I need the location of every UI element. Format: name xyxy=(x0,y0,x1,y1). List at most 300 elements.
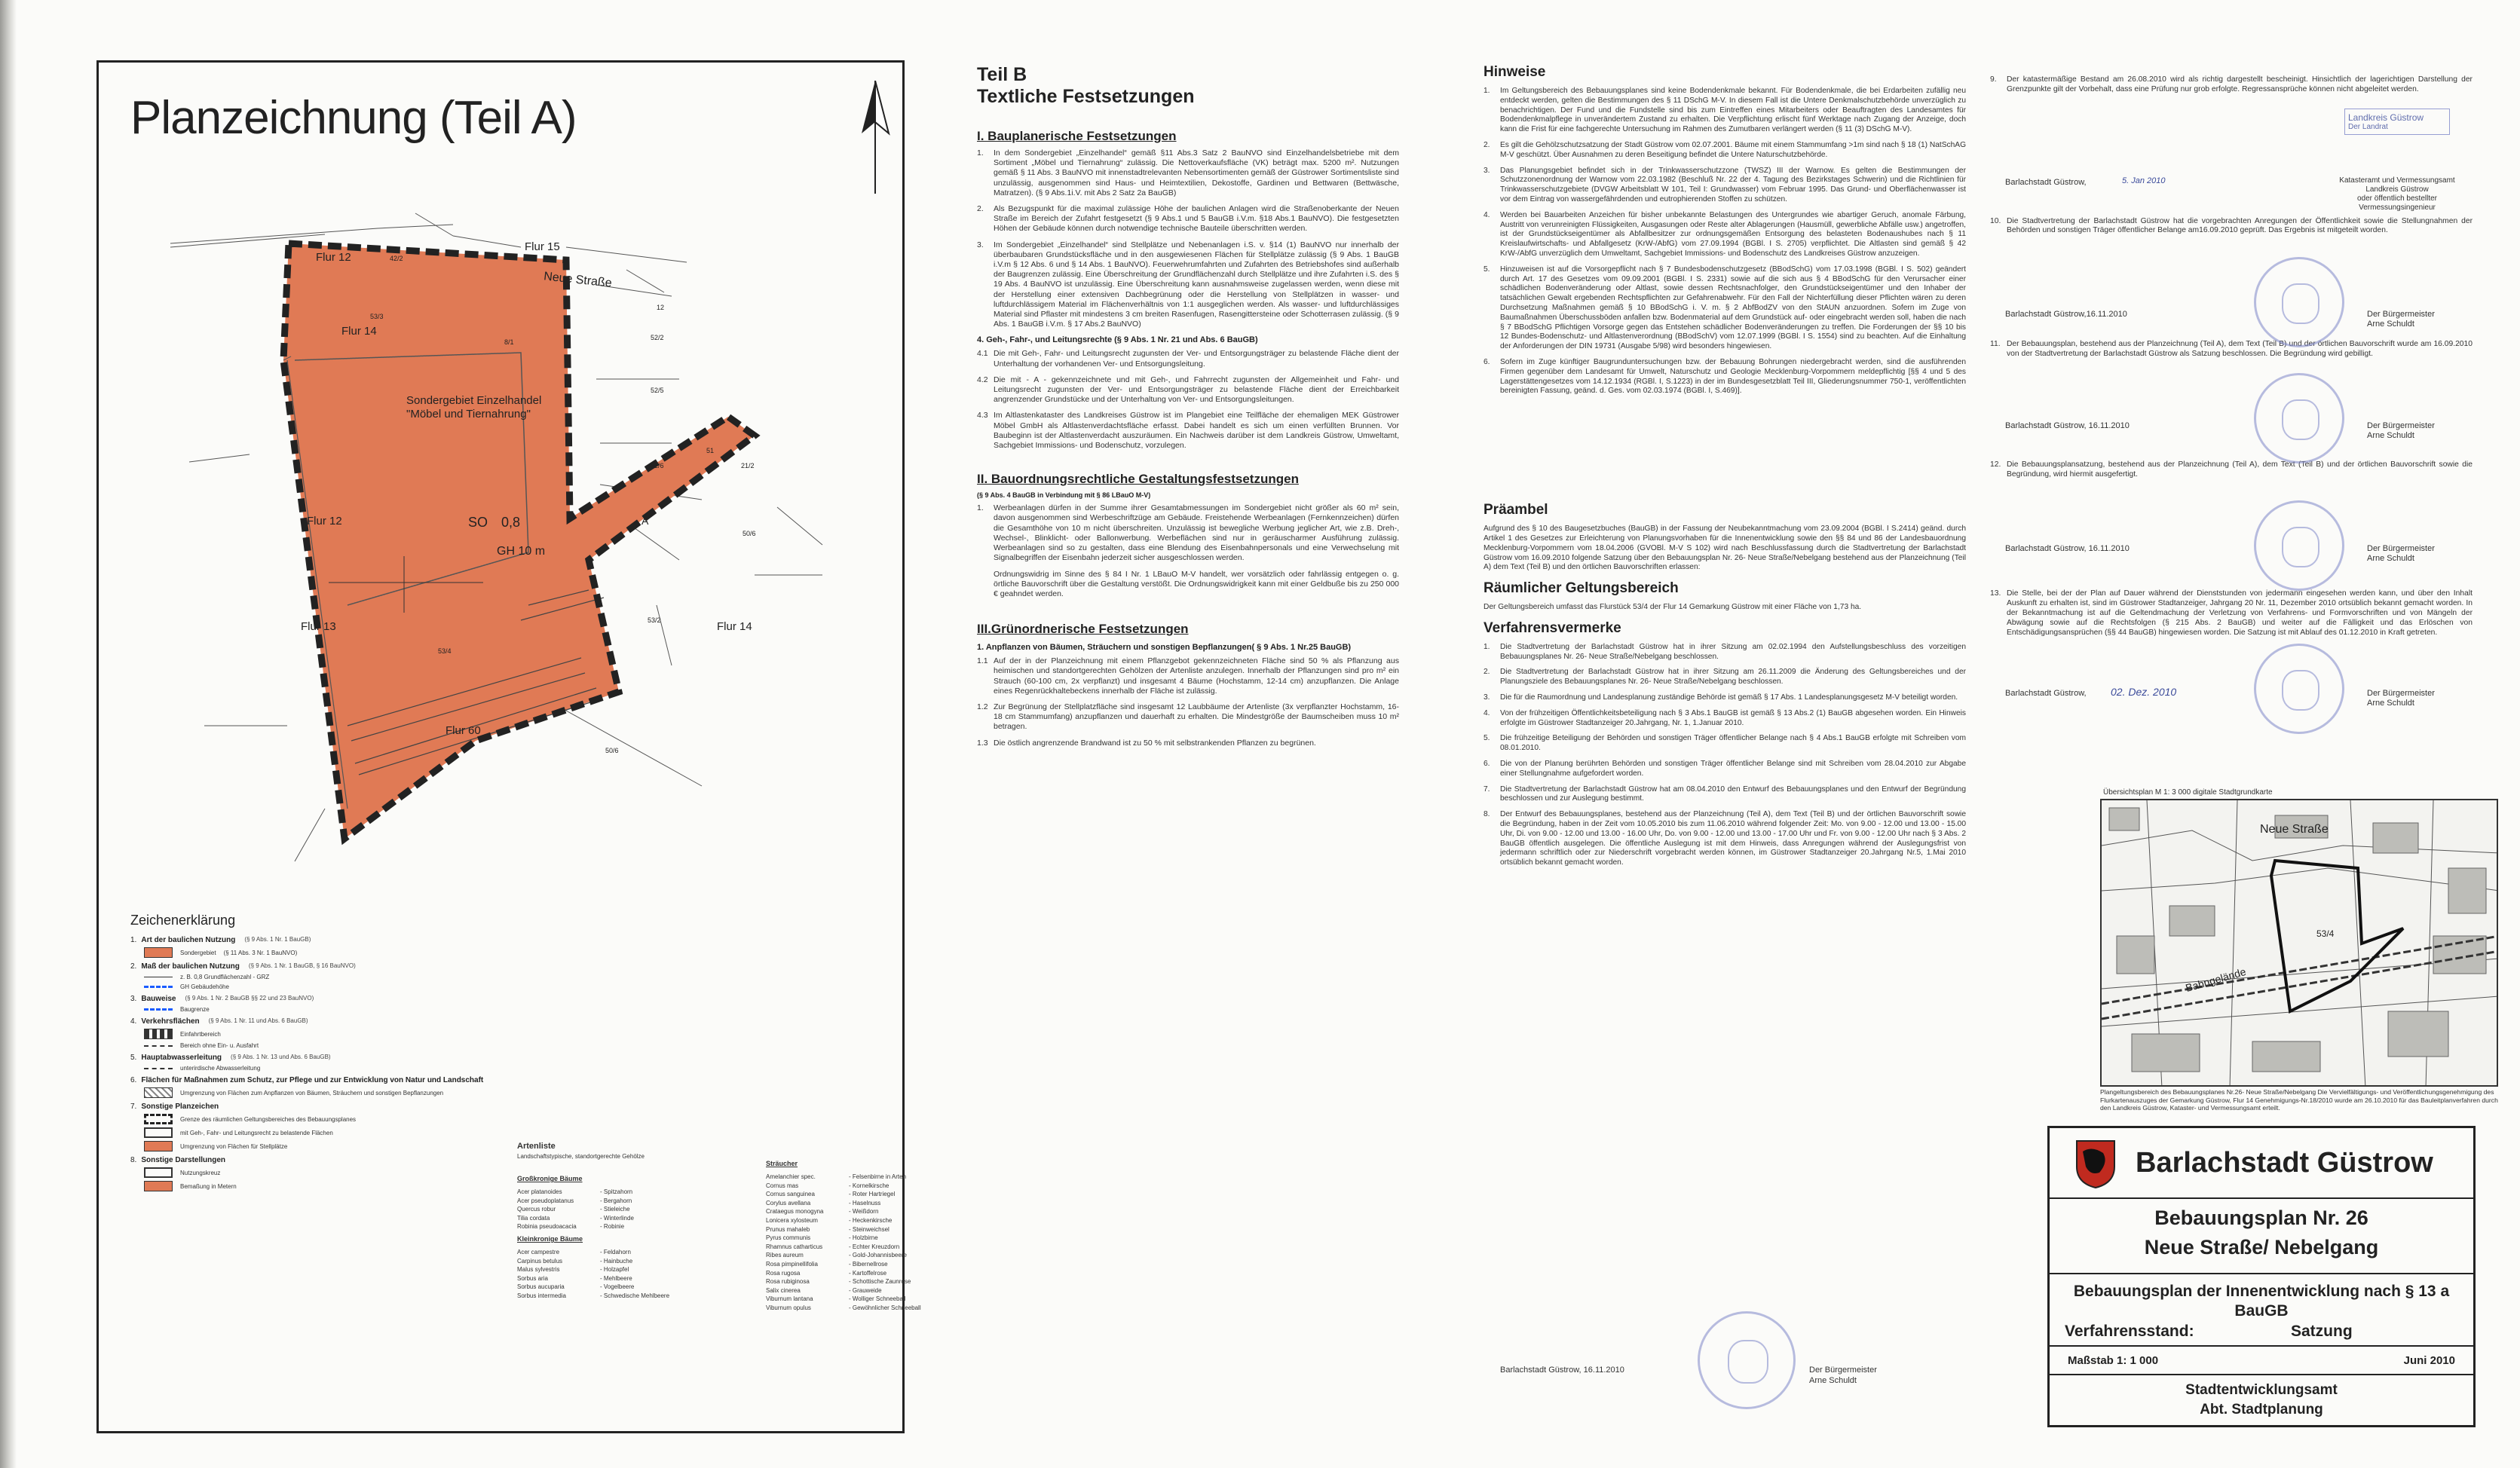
parcel-number: 51 xyxy=(706,447,715,454)
title-block xyxy=(2047,1126,2476,1427)
paragraph-number xyxy=(977,570,994,600)
legend-label: Sondergebiet xyxy=(180,949,216,956)
legend-row xyxy=(144,974,553,980)
paragraph-text: Sofern im Zuge künftiger Baugrunduntersuchungen bzw. der Bebauung Bohrungen niedergebracht werden, sind die ausführenden Firmen gegenüber dem Landesamt für Umwelt, Naturschutz und Geologie Mecklenburg-Vorpommern meldepflichtig [§§ 4 und 5 des Lagerstättengesetzes vom 14.12.1934 (RGBl. I, S.1223) in der im Bundesgesetzblatt Teil III, Gliederungsnummer 750-1, veröffentlichten bereinigten Fassung, geänd. d. Ges. vom 02.03.1974 (BGBl. I, S.469)]. xyxy=(1500,357,1966,396)
species-row xyxy=(766,1261,992,1270)
species-row xyxy=(517,1258,743,1267)
parcel-number: 52/2 xyxy=(651,334,664,341)
species-german: - Bibernellrose xyxy=(849,1260,888,1268)
kataster-place: Barlachstadt Güstrow, xyxy=(2005,177,2087,187)
legend-section-name: Sonstige Planzeichen xyxy=(141,1103,219,1111)
paragraph xyxy=(1484,760,1966,779)
artenliste-straucher-title: Sträucher xyxy=(766,1160,798,1167)
legend-label: Nutzungskreuz xyxy=(180,1169,221,1176)
species-row xyxy=(517,1223,743,1232)
legend-row xyxy=(144,1141,553,1151)
kataster-role xyxy=(2322,176,2473,213)
species-row xyxy=(766,1234,992,1243)
paragraph xyxy=(1484,167,1966,205)
species-german: - Weißdorn xyxy=(849,1208,879,1216)
species-row xyxy=(766,1252,992,1261)
paragraph xyxy=(1484,265,1966,352)
city-name: Barlachstadt Güstrow xyxy=(2136,1146,2433,1179)
planzeichnung-frame xyxy=(96,60,921,1433)
species-latin: Crataegus monogyna xyxy=(766,1208,824,1216)
paragraph-number: 6. xyxy=(1484,357,1490,366)
parcel-number: 8/1 xyxy=(504,338,514,346)
city-seal-icon xyxy=(2254,500,2344,591)
legend-row xyxy=(144,1006,553,1013)
species-german: - Heckenkirsche xyxy=(849,1216,893,1224)
species-latin: Acer pseudoplatanus xyxy=(517,1197,574,1204)
legend-section-name: Flächen für Maßnahmen zum Schutz, zur Pflege und zur Entwicklung von Natur und Landschaft xyxy=(141,1076,484,1084)
parcel-number: 12 xyxy=(657,304,665,311)
paragraph-number: 1. xyxy=(977,148,984,158)
signature-name: Arne Schuldt xyxy=(2367,320,2414,329)
paragraph xyxy=(977,656,1399,696)
parcel-number: 53/3 xyxy=(370,313,384,320)
paragraph-text: Die Stadtvertretung der Barlachstadt Güstrow hat am 08.04.2010 den Entwurf des Bebauungsplanes und den Entwurf der Begründung beschlossen und zur Auslegung bestimmt. xyxy=(1500,784,1966,803)
paragraph-text: Zur Begrünung der Stellplatzfläche sind insgesamt 12 Laubbäume der Artenliste (3x verpflanzter Hochstamm, 16-18 cm Stammumfang) anzupflanzen und dauerhaft zu erhalten. Die Mindestgröße der Baumscheiben muss 10 m² betragen. xyxy=(994,702,1399,732)
legend-label: mit Geh-, Fahr- und Leitungsrecht zu belastende Flächen xyxy=(180,1129,333,1136)
easement-letter: A xyxy=(641,515,649,527)
paragraph-number: 4.2 xyxy=(977,375,988,384)
legend-section-number: 3. xyxy=(130,995,137,1003)
paragraph-text: Von der frühzeitigen Öffentlichkeitsbeteiligung nach § 3 Abs.1 BauGB ist gemäß § 13 Abs.2 (1) BauGB abgesehen worden. Ein Hinweis erfolgte im Güstrower Stadtanzeiger 20.Jahrgang, Nr. 1, 1.Januar 2010. xyxy=(1500,708,1966,727)
paragraph xyxy=(977,411,1399,451)
species-latin: Sorbus aucuparia xyxy=(517,1283,565,1291)
stand-value: Satzung xyxy=(2291,1323,2353,1340)
species-row xyxy=(766,1287,992,1296)
species-latin: Robinia pseudoacacia xyxy=(517,1223,577,1231)
species-latin: Pyrus communis xyxy=(766,1234,811,1242)
legend-section-number: 1. xyxy=(130,936,137,944)
species-german: - Echter Kreuzdorn xyxy=(849,1243,900,1250)
species-german: - Gold-Johannisbeere xyxy=(849,1252,907,1259)
kataster-role-line: oder öffentlich bestellter Vermessungsingenieur xyxy=(2357,194,2437,212)
species-latin: Sorbus intermedia xyxy=(517,1292,566,1299)
species-german: - Stieleiche xyxy=(600,1206,630,1213)
paragraph-number: 9. xyxy=(1990,75,1997,84)
parcel-number: 21/2 xyxy=(741,462,755,469)
legend-swatch xyxy=(144,1045,173,1047)
paragraph-text: Im Sondergebiet „Einzelhandel“ sind Stellplätze und Nebenanlagen i.S. v. §14 (1) BauNVO nur innerhalb der überbaubaren Grundstücksfläche und in den ausgewiesenen Flächen für Stellplätze zulässig (§ 9 Abs. 1 BauGB i.V.m § 12 Abs. 6 und § 14 Abs. 1 BauNVO). Feuerwehrumfahrten und Zufahrten des Betriebshofes sind außerhalb der Baugrenzen zulässig. Eine Überschreitung der Grundflächenzahl durch Stellplätze und ihre Zufahrten i.S. des § 19 Abs. 4 BauNVO ist unzulässig. Eine Überschreitung kann ausnahmsweise zugelassen werden, wenn diese mit der Herstellung einer extensiven Dachbegrünung oder die Herstellung von Stellplätzen in wasser- und luftdurchlässigem Material im Flächenverhältnis von 1:1 ausgeglichen werden. Als wasser- und luftdurchlässiges Material sind Pflaster mit mindestens 3 cm breiten Rasenfugen, Rasengittersteine oder Schotterrasen zulässig. (§ 9 Abs. 1 BauGB i.V.m. § 17 Abs.2 BauNVO) xyxy=(994,240,1399,329)
species-latin: Rosa rubiginosa xyxy=(766,1278,810,1286)
legend-section-ref: (§ 9 Abs. 1 Nr. 13 und Abs. 6 BauGB) xyxy=(231,1054,331,1060)
legend-swatch xyxy=(144,986,173,988)
species-latin: Ribes aureum xyxy=(766,1252,804,1259)
hinweise-column xyxy=(1484,64,1966,874)
paragraph-text: Die mit - A - gekennzeichnete und mit Geh-, und Fahrrecht zugunsten der Allgemeinheit und Fahr- und Leitungsrecht zugunsten der Ver- und Entsorgungsträger zu belastende Fläche dient der Erreichbarkeit angrenzender Grundstücke und der Unterhaltung von Ver- und Entsorgungsleitungen. xyxy=(994,375,1399,405)
legend-swatch xyxy=(144,1167,173,1178)
landkreis-stamp-sub: Der Landrat xyxy=(2348,122,2388,131)
overview-title: Übersichtsplan M 1: 3 000 digitale Stadtgrundkarte xyxy=(2103,788,2273,797)
section-title: II. Bauordnungsrechtliche Gestaltungsfestsetzungen xyxy=(977,472,1299,487)
kataster-date: 5. Jan 2010 xyxy=(2122,176,2166,185)
species-german: - Kornelkirsche xyxy=(849,1182,890,1189)
species-german: - Winterlinde xyxy=(600,1214,634,1222)
paragraph-number: 3. xyxy=(977,240,984,249)
paragraph-text: Hinzuweisen ist auf die Vorsorgepflicht nach § 7 Bundesbodenschutzgesetz (BBodSchG) vom 17.03.1998 (BGBl. I S. 502) geändert durch Art. 17 des Gesetzes vom 09.09.2001 (BGBl. I S. 2331) sowie auf die sich aus § 4 BBodSchG für den Verursacher einer schädlichen Bodenveränderung oder Altlast, sowie dessen Rechtsnachfolger, den Grundstückseigentümer und den Inhaber der tatsächlichen Gewalt ergebenden Rechtspflichten zur Gefahrenabwehr. Für den Fall der Nichterfüllung dieser Pflichten wären zu deren Durchsetzung Maßnahmen gemäß § 10 BBodSchG i. V. m. § 2 AbfBodZV von den StAUN anzuordnen. Sofern im Zuge von Baumaßnahmen Überschussböden anfallen bzw. Bodenmaterial auf dem Grundstück auf- oder eingebracht werden soll, haben die nach § 7 BBodSchG Pflichtigen Vorsorge gegen das Entstehen schädlicher Bodenveränderungen zu treffen. Die Forderungen der §§ 10 bis 12 Bundes-Bodenschutz- und Altlastenverordnung (BBodSchV) vom 12.07.1999 (BGBl. I S. 1554) sind zu beachten. Auf die Einhaltung der Anforderungen der DIN 19731 (Ausgabe 5/98) wird besonders hingewiesen. xyxy=(1500,265,1966,351)
legend-label: GH Gebäudehöhe xyxy=(180,983,229,990)
species-row xyxy=(766,1191,992,1200)
legend-label: Grenze des räumlichen Geltungsbereiches des Bebauungsplanes xyxy=(180,1115,357,1123)
legend-row xyxy=(144,1167,553,1178)
flur-label: Flur 15 xyxy=(525,240,560,253)
paragraph xyxy=(977,739,1399,748)
paragraph-number: 4. xyxy=(1484,210,1490,219)
paragraph xyxy=(977,375,1399,405)
legend-swatch xyxy=(144,1114,173,1124)
paragraph-text: Werbeanlagen dürfen in der Summe ihrer Gesamtabmessungen im Sondergebiet nicht größer als 60 m² sein, davon ausgenommen sind Werbeschriftzüge am Gebäude. Freistehende Werbeanlagen (Fernkennzeichen) dürfen die Gesamthöhe von 10 m nicht überschreiten. Unzulässig ist bewegliche Werbung jeglicher Art, wie z.B. Dreh-, Wechsel-, Blinklicht- oder Ballonwerbung. Werbeflächen sind nur in geräuscharmer Ausführung zulässig. Werbeanlagen sind so zu gestalten, dass eine Blendung des Eisenbahnpersonals und eine Verwechselung mit Signalbegriffen der Eisenbahn jederzeit sicher ausgeschlossen werden. xyxy=(994,503,1399,563)
signature-role: Der Bürgermeister xyxy=(2367,310,2435,320)
paragraph-number: 3. xyxy=(1484,166,1490,175)
legend-swatch xyxy=(144,1181,173,1191)
paragraph xyxy=(977,349,1399,369)
species-row xyxy=(766,1208,992,1217)
legend-row xyxy=(144,1181,553,1191)
legend-section-name: Hauptabwasserleitung xyxy=(141,1054,222,1062)
teil-b-title: Teil B xyxy=(977,64,1027,85)
legend-row xyxy=(144,983,553,990)
parcel-number: 50/6 xyxy=(605,747,619,754)
paragraph-text: Der katastermäßige Bestand am 26.08.2010 wird als richtig dargestellt bescheinigt. Hinsichtlich der lagerichtigen Darstellung der Grenzpunkte gilt der Vorbehalt, dass eine Prüfung nur grob erfolgte. Regressansprüche können nicht abgeleitet werden. xyxy=(2007,75,2473,93)
overview-parcel: 53/4 xyxy=(2316,928,2335,939)
paragraph xyxy=(1990,460,2473,480)
legend-section-ref: (§ 9 Abs. 1 Nr. 1 BauGB) xyxy=(244,936,311,943)
legend-section-ref: (§ 9 Abs. 1 Nr. 11 und Abs. 6 BauGB) xyxy=(208,1017,308,1024)
species-row xyxy=(517,1249,743,1258)
scale: Maßstab 1: 1 000 xyxy=(2068,1353,2159,1367)
paragraph-text: Im Geltungsbereich des Bebauungsplanes sind keine Bodendenkmale bekannt. Für Bodendenkmale, die bei Erdarbeiten zufällig neu entdeckt werden, gelten die Bestimmungen des § 11 DSchG M-V. In diesem Fall ist die Untere Denkmalschutzbehörde unverzüglich zu benachrichtigen. Der Fund und die Fundstelle sind bis zum Eintreffen eines Mitarbeiters oder Beauftragten des Landesamtes für Bodendenkmalpflege in unverändertem Zustand zu erhalten. Die Verpflichtung erlischt fünf Werktage nach Zugang der Anzeige, doch kann die Frist für eine fachgerechte Untersuchung im Rahmen des Zumutbaren verlängert werden (§ 11 (3) DSchG M-V). xyxy=(1500,87,1966,134)
paragraph-text: In dem Sondergebiet „Einzelhandel“ gemäß §11 Abs.3 Satz 2 BauNVO sind Einzelhandelsbetriebe mit dem Sortiment „Möbel und Tiernahrung“ zulässig. Die Nettoverkaufsfläche (VK) beträgt max. 5200 m². Nutzungen gemäß § 11 Abs. 3 BauNVO mit innenstadtrelevanten Nebensortimenten gemäß der Güstrower Sortimentsliste sind unzulässig, ausgenommen sind Haus- und Heimtextilien, Dekostoffe, Gardinen und Bettwaren (Bettwäsche, Matratzen). (§ 9 Abs.1i.V. mit Abs 2 Satz 2a BauGB) xyxy=(994,148,1399,197)
signature-date: 02. Dez. 2010 xyxy=(2111,686,2177,699)
praambel-title: Präambel xyxy=(1484,502,1548,518)
species-row xyxy=(766,1243,992,1252)
paragraph xyxy=(1484,668,1966,687)
species-german: - Robinie xyxy=(600,1223,625,1231)
signature-role: Der Bürgermeister xyxy=(1809,1366,1877,1375)
legend-swatch xyxy=(144,977,173,978)
legend-row xyxy=(144,1065,553,1072)
legend-label: z. B. 0,8 Grundflächenzahl - GRZ xyxy=(180,974,270,980)
paragraph xyxy=(1484,87,1966,135)
species-row xyxy=(517,1283,743,1292)
species-latin: Cornus sanguinea xyxy=(766,1191,815,1198)
vermerke-column xyxy=(1990,75,2473,734)
paragraph-number: 1. xyxy=(977,503,984,513)
species-row xyxy=(766,1182,992,1191)
paragraph-text: Die Stadtvertretung der Barlachstadt Güstrow hat die vorgebrachten Anregungen der Öffentlichkeit sowie die Stellungnahmen der Behörden und sonstigen Träger öffentlicher Belange am16.09.2010 geprüft. Das Ergebnis ist mitgeteilt worden. xyxy=(2007,216,2473,235)
paragraph-text: Auf der in der Planzeichnung mit einem Pflanzgebot gekennzeichneten Fläche sind 50 % als Pflanzung aus heimischen und standortgerechten Gehölzen der Artenliste anzulegen. Innerhalb der Pflanzungen sind pro m² ein Strauch (60-100 cm, 2x verpflanzt) und insgesamt 4 Bäume (Hochstamm, 12-14 cm) anzupflanzen. Die Anlage eines Regenrückhaltebeckens innerhalb der Fläche ist zulässig. xyxy=(994,656,1399,696)
plan-name: Neue Straße/ Nebelgang xyxy=(2144,1236,2379,1259)
plan-title: Planzeichnung (Teil A) xyxy=(130,92,577,144)
legend-ref: (§ 11 Abs. 3 Nr. 1 BauNVO) xyxy=(223,949,298,956)
species-row xyxy=(766,1226,992,1235)
paragraph-number: 5. xyxy=(1484,734,1490,743)
overview-map-drawing xyxy=(2102,800,2498,1087)
legend-section-name: Sonstige Darstellungen xyxy=(141,1156,226,1164)
species-german: - Feldahorn xyxy=(600,1248,631,1255)
signature-role: Der Bürgermeister xyxy=(2367,421,2435,430)
species-german: - Steinweichsel xyxy=(849,1225,890,1233)
parcel-number: 53/4 xyxy=(438,647,452,655)
department-name: Abt. Stadtplanung xyxy=(2200,1402,2323,1418)
legend-section xyxy=(130,1076,553,1084)
legend-swatch xyxy=(144,1029,173,1039)
species-row xyxy=(766,1278,992,1287)
legend-section-number: 5. xyxy=(130,1054,137,1062)
artenliste xyxy=(517,1142,969,1311)
city-seal-icon xyxy=(1698,1311,1796,1409)
flur-label: Flur 14 xyxy=(717,620,752,633)
paragraph xyxy=(1990,589,2473,638)
paragraph-text: Werden bei Bauarbeiten Anzeichen für bisher unbekannte Belastungen des Untergrundes wie abartiger Geruch, anomale Färbung, Austritt von verunreinigten Flüssigkeiten, Ausgasungen oder Reste alter Ablagerungen (Hausmüll, gewerbliche Abfälle usw.) angetroffen, ist der Grundstückseigentümer als Abfallbesitzer zur ordnungsgemäßen Entsorgung des belasteten Bodenaushubes nach § 11 Kreislaufwirtschafts- und Abfallgesetz (KrW-/AbfG) vom 27.09.1994 (BGBl. I S. 2705) verpflichtet. Die Altlasten sind gemäß § 42 KrW-/AbfG unverzüglich dem Umweltamt, Sachgebiet Immissions- und Bodenschutz des Landkreises Güstrow anzuzeigen. xyxy=(1500,210,1966,258)
legend-section xyxy=(130,962,553,971)
legend-section-number: 4. xyxy=(130,1017,137,1026)
overview-street2: Bahngelände xyxy=(2184,965,2248,995)
paragraph xyxy=(977,204,1399,234)
species-latin: Viburnum opulus xyxy=(766,1304,811,1311)
verfahren-title: Verfahrensvermerke xyxy=(1484,619,1621,636)
legend-label: Baugrenze xyxy=(180,1006,210,1013)
paragraph-number: 6. xyxy=(1484,760,1490,769)
signature-place: Barlachstadt Güstrow, 16.11.2010 xyxy=(1500,1366,1624,1375)
species-german: - Haselnuss xyxy=(849,1199,881,1207)
legend-section xyxy=(130,1156,553,1164)
artenliste-klein-title: Kleinkronige Bäume xyxy=(517,1234,583,1243)
species-latin: Rhamnus catharticus xyxy=(766,1243,823,1250)
section-subtitle: 1. Anpflanzen von Bäumen, Sträuchern und sonstigen Bepflanzungen( § 9 Abs. 1 Nr.25 BauGB) xyxy=(977,643,1352,653)
paragraph xyxy=(1484,643,1966,662)
legend-section-name: Maß der baulichen Nutzung xyxy=(141,962,240,971)
species-row xyxy=(766,1200,992,1209)
signature-role: Der Bürgermeister xyxy=(2367,689,2435,699)
species-german: - Holzbirne xyxy=(849,1234,878,1242)
species-row xyxy=(517,1266,743,1275)
paragraph-number: 1. xyxy=(1484,642,1490,651)
plan-date: Juni 2010 xyxy=(2403,1353,2455,1367)
landkreis-stamp xyxy=(2344,109,2450,135)
paragraph-text: Die von der Planung berührten Behörden und sonstigen Träger öffentlicher Belange sind mit Schreiben vom 28.04.2010 zur Abgabe einer Stellungnahme aufgefordert worden. xyxy=(1500,760,1966,778)
office-name: Stadtentwicklungsamt xyxy=(2185,1382,2338,1398)
paragraph-text: Die mit Geh-, Fahr- und Leitungsrecht zugunsten der Ver- und Entsorgungsträger zu belastende Fläche dient der Unterhaltung der vorhandenen Ver- und Entsorgungsleitung. xyxy=(994,349,1399,369)
signature-place: Barlachstadt Güstrow, xyxy=(2005,689,2087,699)
paragraph-number: 8. xyxy=(1484,810,1490,819)
species-german: - Grauweide xyxy=(849,1286,882,1294)
overview-caption: Plangeltungsbereich des Bebauungsplanes Nr.26- Neue Straße/Nebelgang Die Vervielfältigungs- und Veröffentlichungsgenehmigung des Flurkartenauszuges der Gemarkung Güstrow, Flur 14 Genehmigungs-Nr.18/2010 wurde am 26.10.2010 für das Bauleitplanverfahren durch den Landkreis Güstrow, Kataster- und Vermessungsamt erteilt. xyxy=(2100,1088,2498,1112)
paragraph xyxy=(977,503,1399,563)
legend-section-ref: (§ 9 Abs. 1 Nr. 2 BauGB §§ 22 und 23 BauNVO) xyxy=(185,995,314,1002)
paragraph-text: Als Bezugspunkt für die maximal zulässige Höhe der baulichen Anlagen wird die Straßenoberkante der Neuen Straße im Bereich der Zufahrt festgesetzt (§ 9 Abs.1 und 5 BauGB i.V.m. §18 Abs.1 BauNVO). Die festgesetzten Höhen der Gebäude können durch notwendige technische Bauteile überschritten werden. xyxy=(994,204,1399,234)
parcel-number: 42/2 xyxy=(390,255,403,262)
paragraph-text: Das Planungsgebiet befindet sich in der Trinkwasserschutzzone (TWSZ) III der Warnow. Es gelten die Bestimmungen der Schutzzonenordnung der Warnow vom 22.03.1982 (Beschluß Nr. 22 der 4. Tagung des Bezirkstages Schwerin) und die Richtlinien für Trinkwasserschutzgebiete (DVGW Arbeitsblatt W 101, Teil I: Grundwasser) vom Februar 1995. Das Grund- und Oberflächenwasser ist vor dem Eintrag von wassergefährdenden und eutrophierenden Stoffen zu schützen. xyxy=(1500,166,1966,203)
paragraph-number: 1.2 xyxy=(977,702,988,711)
paragraph-text: Der Entwurf des Bebauungsplanes, bestehend aus der Planzeichnung (Teil A), dem Text (Teil B) und der örtlichen Bauvorschrift sowie die Begründung, haben in der Zeit vom 10.05.2010 bis zum 11.06.2010 während folgender Zeit: Mo. von 9.00 - 12.00 und 13.00 - 15.00 Uhr, Di. von 9.00 - 12.00 und 13.00 - 16.00 Uhr, Do. von 9.00 - 12.00 und 13.00 - 17.00 Uhr und Fr. von 9.00 - 12.00 Uhr nach § 3 Abs. 2 BauGB öffentlich ausgelegen. Die öffentliche Auslegung ist mit dem Hinweis, dass Anregungen während der Auslegungsfrist von jedermann schriftlich oder zur Niederschrift vorgebracht werden können, im Güstrower Stadtanzeiger 20.Jahrgang Nr.5, 1.Mai 2010 ortsüblich bekannt gemacht worden. xyxy=(1500,810,1966,867)
species-german: - Bergahorn xyxy=(600,1197,632,1204)
parcel-number: 53/2 xyxy=(648,616,661,624)
paragraph xyxy=(1484,734,1966,754)
section-title: 4. Geh-, Fahr-, und Leitungsrechte (§ 9 Abs. 1 Nr. 21 und Abs. 6 BauGB) xyxy=(977,335,1258,345)
species-row xyxy=(517,1188,743,1197)
species-latin: Viburnum lantana xyxy=(766,1295,813,1303)
legend-row xyxy=(144,1114,553,1124)
species-german: - Gewöhnlicher Schneeball xyxy=(849,1304,921,1311)
paragraph-text: Die Stadtvertretung der Barlachstadt Güstrow hat in ihrer Sitzung am 26.11.2009 die Änderung des Geltungsbereiches und der Planungsziele des Bebauungsplanes Nr. 26- Neue Straße/Nebelgang beschlossen. xyxy=(1500,668,1966,687)
species-german: - Kartoffelrose xyxy=(849,1269,887,1277)
species-latin: Rosa pimpinellifolia xyxy=(766,1260,818,1268)
species-latin: Acer platanoides xyxy=(517,1188,562,1195)
species-german: - Vogelbeere xyxy=(600,1283,635,1291)
paragraph-text: Die für die Raumordnung und Landesplanung zuständige Behörde ist gemäß § 17 Abs. 1 Landesplanungsgesetz M-V beteiligt worden. xyxy=(1500,693,1958,702)
section-subtitle: (§ 9 Abs. 4 BauGB in Verbindung mit § 86 LBauO M-V) xyxy=(977,491,1151,500)
paragraph-text: Die Bebauungsplansatzung, bestehend aus der Planzeichnung (Teil A), dem Text (Teil B) und der örtlichen Bauvorschrift sowie die Begründung, wird hiermit ausgefertigt. xyxy=(2007,460,2473,479)
species-latin: Corylus avellana xyxy=(766,1199,811,1207)
paragraph xyxy=(1990,75,2473,95)
paragraph xyxy=(977,240,1399,330)
species-row xyxy=(517,1197,743,1207)
paragraph-number: 1.1 xyxy=(977,656,988,666)
species-row xyxy=(517,1292,743,1301)
zone-grz: 0,8 xyxy=(501,515,521,530)
legend xyxy=(130,913,553,1191)
legend-swatch xyxy=(144,1127,173,1138)
legend-swatch xyxy=(144,1068,173,1069)
paragraph-number: 4.1 xyxy=(977,349,988,359)
legend-section-number: 6. xyxy=(130,1076,137,1084)
overview-map xyxy=(2100,799,2498,1087)
paragraph-text: Der Bebauungsplan, bestehend aus der Planzeichnung (Teil A), dem Text (Teil B) und der örtlichen Bauvorschrift wurde am 16.09.2010 von der Stadtvertretung der Barlachstadt Güstrow als Satzung beschlossen. Die Begründung wird gebilligt. xyxy=(2007,340,2473,358)
legend-row xyxy=(144,947,553,958)
legend-swatch xyxy=(144,1087,173,1098)
paragraph xyxy=(1484,785,1966,805)
paragraph-number: 13. xyxy=(1990,589,2001,598)
kataster-role-line: Landkreis Güstrow xyxy=(2365,185,2429,194)
paragraph xyxy=(977,570,1399,600)
paragraph-number: 4.3 xyxy=(977,411,988,421)
plan-type: Bebauungsplan der Innenentwicklung nach § 13 a BauGB xyxy=(2073,1283,2450,1320)
legend-swatch xyxy=(144,947,173,958)
geltung-text: Der Geltungsbereich umfasst das Flurstück 53/4 der Flur 14 Gemarkung Güstrow mit einer Fläche von 1,73 ha. xyxy=(1484,603,1862,612)
city-coat-of-arms-icon xyxy=(2069,1136,2122,1189)
zone-label: Sondergebiet Einzelhandel "Möbel und Tiernahrung" xyxy=(406,394,542,421)
paragraph-text: Die Stelle, bei der der Plan auf Dauer während der Dienststunden von jedermann eingesehen werden kann, und über den Inhalt Auskunft zu erhalten ist, sind im Güstrower Stadtanzeiger, Jahrgang 20 Nr. 11, Dezember 2010 ortsüblich bekannt gemacht worden. In der Bekanntmachung ist auf die Geltendmachung der Verletzung von Verfahrens- und Formvorschriften und von Mängeln der Abwägung sowie auf die Rechtsfolgen (§ 215 Abs. 2 BauGB) und weiter auf die Fälligkeit und das Erlöschen von Entschädigungsansprüchen (§§ 44 BauGB) hingewiesen worden. Die Satzung ist mit Ablauf des 01.12.2010 in Kraft getreten. xyxy=(2007,589,2473,637)
artenliste-subtitle: Landschaftstypische, standortgerechte Gehölze xyxy=(517,1153,645,1160)
paragraph xyxy=(1990,340,2473,359)
signature-name: Arne Schuldt xyxy=(2367,430,2414,440)
teil-b-subtitle: Textliche Festsetzungen xyxy=(977,86,1195,107)
species-german: - Wolliger Schneeball xyxy=(849,1295,906,1303)
legend-section-number: 2. xyxy=(130,962,137,971)
paragraph-number: 2. xyxy=(1484,668,1490,677)
legend-label: Umgrenzung von Flächen für Stellplätze xyxy=(180,1142,288,1150)
species-row xyxy=(766,1295,992,1304)
species-row xyxy=(517,1206,743,1215)
species-latin: Lonicera xylosteum xyxy=(766,1216,818,1224)
paragraph xyxy=(977,702,1399,732)
species-german: - Roter Hartriegel xyxy=(849,1191,896,1198)
legend-section-name: Art der baulichen Nutzung xyxy=(141,936,236,944)
flur-label: Flur 60 xyxy=(446,724,481,737)
flur-label: Flur 12 xyxy=(316,251,351,264)
legend-swatch xyxy=(144,1141,173,1151)
legend-row xyxy=(144,1087,553,1098)
legend-section xyxy=(130,995,553,1003)
city-seal-icon xyxy=(2254,644,2344,734)
artenliste-gross-title: Großkronige Bäume xyxy=(517,1175,583,1182)
legend-section xyxy=(130,936,553,944)
paragraph-number: 2. xyxy=(1484,140,1490,149)
species-latin: Sorbus aria xyxy=(517,1274,548,1282)
section-title: I. Bauplanerische Festsetzungen xyxy=(977,129,1177,143)
species-german: - Felsenbirne in Arten xyxy=(849,1173,907,1180)
legend-section-name: Bauweise xyxy=(141,995,176,1003)
paragraph-number: 5. xyxy=(1484,265,1490,274)
legend-label: Umgrenzung von Flächen zum Anpflanzen von Bäumen, Sträuchern und sonstigen Bepflanzungen xyxy=(180,1089,444,1096)
species-german: - Hainbuche xyxy=(600,1257,633,1265)
paragraph xyxy=(1990,217,2473,237)
parcel-number: 50/6 xyxy=(743,530,756,537)
artenliste-title: Artenliste xyxy=(517,1142,556,1151)
kataster-role-line: Katasteramt und Vermessungsamt xyxy=(2339,176,2455,185)
signature-place: Barlachstadt Güstrow,16.11.2010 xyxy=(2005,310,2127,320)
legend-row xyxy=(144,1127,553,1138)
paragraph-number: 12. xyxy=(1990,460,2001,469)
legend-swatch xyxy=(144,1008,173,1011)
species-row xyxy=(766,1173,992,1182)
section-title: III.Grünordnerische Festsetzungen xyxy=(977,622,1189,637)
legend-row xyxy=(144,1042,553,1049)
city-seal-icon xyxy=(2254,257,2344,347)
zone-gh: GH 10 m xyxy=(497,545,546,558)
species-german: - Spitzahorn xyxy=(600,1188,633,1195)
stand-label: Verfahrensstand: xyxy=(2065,1323,2194,1340)
zone-so: SO xyxy=(468,515,488,530)
species-row xyxy=(517,1275,743,1284)
species-latin: Cornus mas xyxy=(766,1182,799,1189)
species-latin: Carpinus betulus xyxy=(517,1257,563,1265)
species-latin: Quercus robur xyxy=(517,1206,556,1213)
paragraph-text: Es gilt die Gehölzschutzsatzung der Stadt Güstrow vom 02.07.2001. Bäume mit einem Stammumfang >1m sind nach § 18 (1) NatSchAG M-V geschützt. Über Ausnahmen zu deren Beseitigung befindet die Untere Naturschutzbehörde. xyxy=(1500,140,1966,159)
legend-label: Bemaßung in Metern xyxy=(180,1182,237,1190)
paragraph xyxy=(1484,358,1966,396)
legend-section-number: 7. xyxy=(130,1103,137,1111)
scan-edge xyxy=(0,0,17,1468)
praambel-text: Aufgrund des § 10 des Baugesetzbuches (BauGB) in der Fassung der Neubekanntmachung vom 23.09.2004 (BGBl. I S.2414) geänd. durch Artikel 1 des Gesetzes zur Erleichterung von Planungsvorhaben für die Innenentwicklung sowie den §§ 84 und 86 der Landesbauordnung Mecklenburg-Vorpommern vom 18.04.2006 (GVOBl. M-V S 102) wird nach Beschlussfassung durch die Stadtvertretung der Barlachstadt Güstrow vom 16.09.2010 folgende Satzung über den Bebauungsplan Nr. 26- Neue Straße/Nebelgang bestehend aus der Planzeichnung (Teil A) dem Text (Teil B) und den örtlichen Bauvorschriften erlassen: xyxy=(1484,525,1966,572)
species-row xyxy=(766,1270,992,1279)
legend-section-ref: (§ 9 Abs. 1 Nr. 1 BauGB, § 16 BauNVO) xyxy=(248,962,356,969)
parcel-number: 52/5 xyxy=(651,387,664,394)
species-german: - Mehlbeere xyxy=(600,1274,632,1282)
legend-label: unterirdische Abwasserleitung xyxy=(180,1065,261,1072)
street-label: Neue Straße xyxy=(543,270,613,290)
paragraph-number: 4. xyxy=(1484,708,1490,717)
signature-name: Arne Schuldt xyxy=(1809,1376,1857,1385)
hinweise-title: Hinweise xyxy=(1484,64,1546,80)
parcel-number: 52/6 xyxy=(651,462,664,469)
paragraph xyxy=(1484,211,1966,259)
paragraph-number: 10. xyxy=(1990,216,2001,225)
paragraph-number: 1.3 xyxy=(977,738,988,748)
species-row xyxy=(766,1217,992,1226)
species-latin: Tilia cordata xyxy=(517,1214,550,1222)
paragraph xyxy=(1484,810,1966,868)
species-latin: Malus sylvestris xyxy=(517,1266,560,1274)
paragraph-text: Die Stadtvertretung der Barlachstadt Güstrow hat in ihrer Sitzung am 02.02.1994 den Aufstellungsbeschluss des vorzeitigen Bebauungsplanes Nr. 26- Neue Straße/Nebelgang beschlossen. xyxy=(1500,642,1966,661)
legend-section xyxy=(130,1054,553,1062)
legend-section-name: Verkehrsflächen xyxy=(141,1017,200,1026)
paragraph-text: Ordnungswidrig im Sinne des § 84 I Nr. 1 LBauO M-V handelt, wer vorsätzlich oder fahrlässig entgegen o. g. örtliche Bauvorschrift über die Gestaltung verstößt. Die Ordnungswidrigkeit kann mit einer Geldbuße bis zu 250 000 € geahndet werden. xyxy=(994,569,1399,598)
